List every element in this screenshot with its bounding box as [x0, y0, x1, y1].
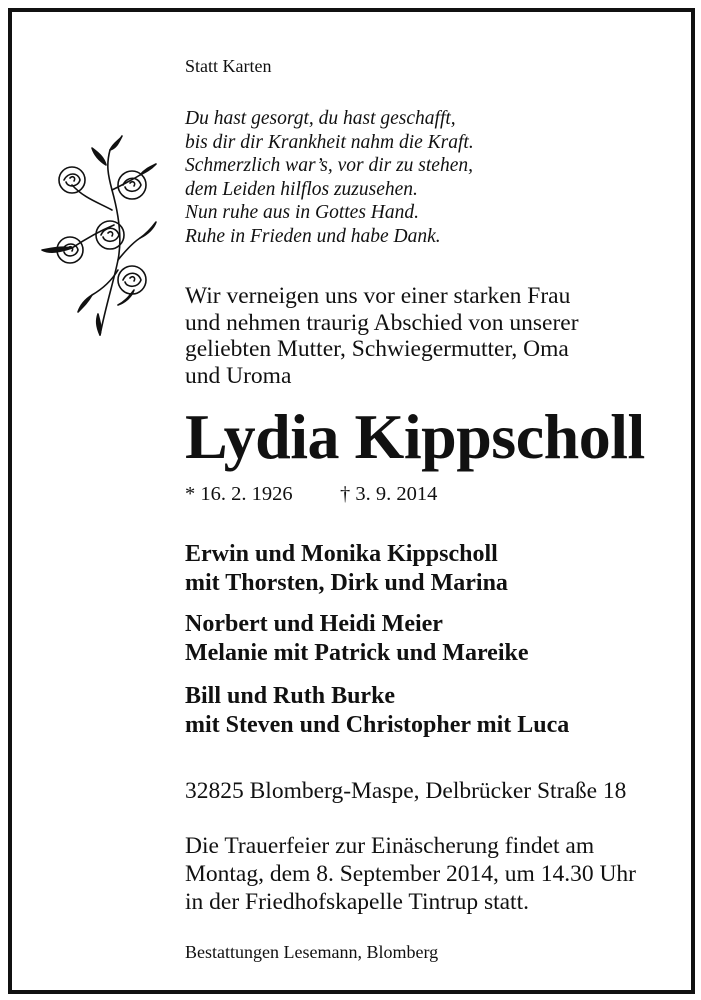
- death-date: † 3. 9. 2014: [340, 483, 438, 505]
- intro-line: und Uroma: [185, 362, 292, 389]
- poem-line: Schmerzlich war’s, vor dir zu stehen,: [185, 155, 473, 176]
- intro-line: und nehmen traurig Abschied von unserer: [185, 309, 579, 336]
- family-line: mit Steven und Christopher mit Luca: [185, 712, 570, 738]
- family-line: Norbert und Heidi Meier: [185, 611, 443, 637]
- poem-line: Du hast gesorgt, du hast geschafft,: [185, 108, 456, 129]
- poem-line: dem Leiden hilflos zuzusehen.: [185, 178, 418, 200]
- intro-line: geliebten Mutter, Schwiegermutter, Oma: [185, 336, 569, 362]
- family-line: Bill und Ruth Burke: [185, 683, 396, 709]
- undertaker: Bestattungen Lesemann, Blomberg: [185, 942, 439, 962]
- ceremony-line: in der Friedhofskapelle Tintrup statt.: [185, 889, 529, 915]
- statt-karten: Statt Karten: [185, 56, 272, 76]
- intro-line: Wir verneigen uns vor einer starken Frau: [185, 283, 571, 309]
- ceremony-line: Die Trauerfeier zur Einäscherung findet am: [185, 833, 595, 859]
- deceased-name: Lydia Kippscholl: [185, 401, 645, 472]
- ceremony-line: Montag, dem 8. September 2014, um 14.30 Uhr: [185, 861, 637, 887]
- poem-line: Nun ruhe aus in Gottes Hand.: [185, 202, 419, 223]
- address: 32825 Blomberg-Maspe, Delbrücker Straße 18: [185, 778, 627, 804]
- poem-line: bis dir dir Krankheit nahm die Kraft.: [185, 131, 474, 153]
- birth-date: * 16. 2. 1926: [185, 483, 293, 505]
- family-line: mit Thorsten, Dirk und Marina: [185, 570, 508, 596]
- family-line: Erwin und Monika Kippscholl: [185, 541, 498, 567]
- rose-branch-icon: [22, 130, 167, 345]
- family-line: Melanie mit Patrick und Mareike: [185, 640, 529, 666]
- poem-line: Ruhe in Frieden und habe Dank.: [185, 225, 441, 247]
